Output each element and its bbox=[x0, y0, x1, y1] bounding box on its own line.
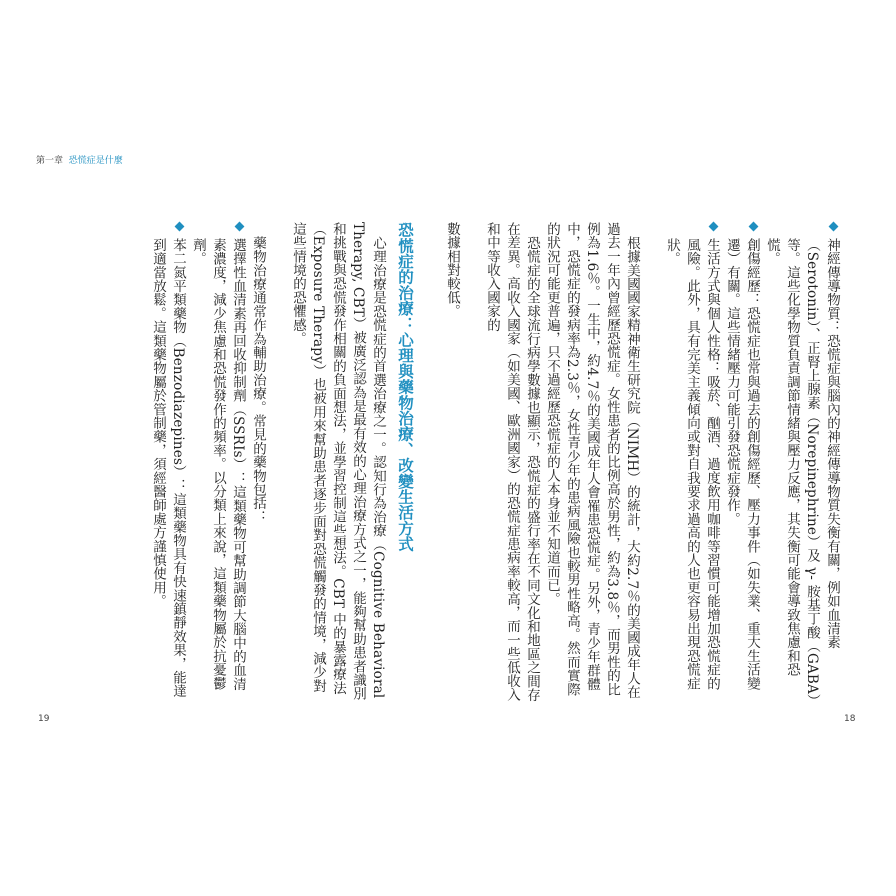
bullet-item: 神經傳導物質：恐慌症與腦內的神經傳導物質失衡有關，例如血清素（Serotonin）、正腎上腺素（Norepinephrine）及 γ- 胺基丁酸（GABA）等。這些化學物質負責調節情緒與壓力反應，其失衡可能會導致焦慮和恐慌。 bbox=[762, 222, 842, 702]
paragraph-continuation: 數據相對較低。 bbox=[444, 222, 460, 318]
paragraph: 藥物治療通常作為輔助治療。常見的藥物包括： bbox=[250, 235, 266, 524]
paragraph: 恐慌症的全球流行病學數據也顯示，恐慌症的盛行率在不同文化和地區之間存在差異。高收入國家（如美國、歐洲國家）的恐慌症患病率較高，而一些低收入和中等收入國家的 bbox=[484, 222, 540, 702]
chapter-label: 第一章 bbox=[36, 156, 64, 166]
bullet-item: 選擇性血清素再回收抑制劑（SSRIs）：這類藥物可幫助調節大腦中的血清素濃度，減少焦慮和恐慌發作的頻率。以分類上來說，這類藥物屬於抗憂鬱劑。 bbox=[188, 222, 248, 702]
page-number-right: 18 bbox=[844, 714, 856, 724]
page-18-body bbox=[472, 222, 842, 702]
diamond-bullet-icon bbox=[175, 222, 185, 232]
section-title: 恐慌症的治療：心理與藥物治療、改變生活方式 bbox=[396, 222, 414, 552]
diamond-bullet-icon bbox=[709, 222, 719, 232]
chapter-title: 恐慌症是什麼 bbox=[68, 156, 123, 166]
diamond-bullet-icon bbox=[829, 222, 839, 232]
page-19-body bbox=[92, 222, 462, 702]
page-number-left: 19 bbox=[38, 714, 50, 724]
paragraph: 心理治療是恐慌症的首選治療之一。認知行為治療（Cognitive Behavioral Therapy, CBT）被廣泛認為是最有效的心理治療方式之一，能夠幫助患者識別和挑戰與恐慌發作相關的負面想法，並學習控制這些想法。CBT 中的暴露療法（Exposure Therapy）也被用來幫助患者逐步面對恐慌觸發的情境，減少對這些情境的恐懼感。 bbox=[290, 222, 386, 701]
chapter-header bbox=[36, 153, 123, 166]
bullet-item: 苯二氮平類藥物（Benzodiazepines）：這類藥物具有快速鎮靜效果，能達到適當放鬆。這類藥物屬於管制藥，須經醫師處方謹慎使用。 bbox=[148, 222, 188, 702]
diamond-bullet-icon bbox=[749, 222, 759, 232]
bullet-item: 生活方式與個人性格：吸菸、酗酒、過度飲用咖啡等習慣可能增加恐慌症的風險。此外，具有完美主義傾向或對自我要求過高的人也更容易出現恐慌症狀。 bbox=[662, 222, 722, 702]
paragraph: 根據美國國家精神衛生研究院（NIMH）的統計，大約2.7％的美國成年人在過去一年內曾經歷恐慌症。女性患者的比例高於男性，約為3.8％，而男性的比例為1.6％。一生中，約4.7％的美國成年人會罹患恐慌症。另外，青少年群體中，恐慌症的發病率為2.3％，女性青少年的患病風險也較男性略高。然而實際的狀況可能更普遍，只不過經歷恐慌症的人本身並不知道而已。 bbox=[544, 222, 640, 699]
bullet-item: 創傷經歷：恐慌症也常與過去的創傷經歷、壓力事件（如失業、重大生活變遷）有關。這些情緒壓力可能引發恐慌症發作。 bbox=[722, 222, 762, 702]
diamond-bullet-icon bbox=[235, 222, 245, 232]
